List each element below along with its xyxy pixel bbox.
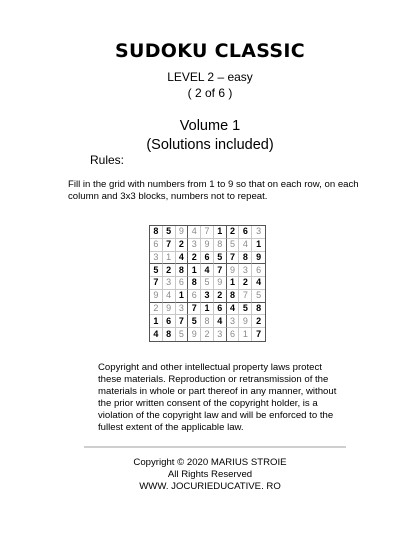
sudoku-cell-given: 1 [176, 290, 189, 303]
sudoku-cell-solution: 9 [150, 290, 163, 303]
sudoku-cell-solution: 3 [163, 277, 176, 290]
sudoku-cell-solution: 9 [201, 239, 214, 252]
level-label: LEVEL 2 – easy [167, 70, 253, 84]
sudoku-cell-given: 8 [150, 226, 163, 239]
sudoku-cell-given: 5 [188, 315, 201, 328]
sudoku-cell-given: 4 [176, 252, 189, 265]
sudoku-cell-solution: 3 [150, 252, 163, 265]
sudoku-cell-given: 8 [252, 303, 265, 316]
part-label: ( 2 of 6 ) [187, 86, 233, 100]
sudoku-cell-given: 7 [188, 303, 201, 316]
sudoku-cell-solution: 8 [201, 315, 214, 328]
sudoku-cell-solution: 3 [176, 303, 189, 316]
sudoku-cell-solution: 3 [252, 226, 265, 239]
sudoku-cell-given: 6 [201, 252, 214, 265]
sudoku-cell-given: 2 [239, 277, 252, 290]
sudoku-cell-solution: 6 [227, 328, 240, 341]
sudoku-cell-given: 2 [163, 264, 176, 277]
sudoku-cell-solution: 7 [201, 226, 214, 239]
sudoku-cell-given: 8 [163, 328, 176, 341]
sudoku-cell-solution: 2 [201, 328, 214, 341]
sudoku-cell-given: 2 [227, 226, 240, 239]
sudoku-cell-solution: 6 [188, 290, 201, 303]
sudoku-cell-solution: 6 [252, 264, 265, 277]
sudoku-cell-given: 2 [252, 315, 265, 328]
sudoku-cell-given: 1 [150, 315, 163, 328]
sudoku-cell-given: 1 [214, 226, 227, 239]
sudoku-cell-given: 1 [201, 303, 214, 316]
sudoku-cell-given: 1 [188, 264, 201, 277]
solutions-note: (Solutions included) [146, 137, 274, 153]
sudoku-grid [149, 225, 266, 342]
sudoku-cell-solution: 9 [239, 315, 252, 328]
rules-text: Fill in the grid with numbers from 1 to 9 so that on each row, on each column and 3x3 blocks, numbers not to repeat. [68, 179, 359, 202]
sudoku-cell-solution: 2 [150, 303, 163, 316]
sudoku-cell-solution: 9 [163, 303, 176, 316]
copyright-notice: Copyright and other intellectual property laws protect these materials. Reproduction or retransmission of the materials in whole or part thereof in any manner, without the prior written consent of the copyright holder, is a violation of the copyright law and will be enforced to the fullest extent of the applicable law. [98, 362, 337, 433]
sudoku-cell-given: 7 [150, 277, 163, 290]
sudoku-cell-solution: 1 [239, 328, 252, 341]
page-title: SUDOKU CLASSIC [115, 40, 305, 62]
sudoku-cell-solution: 1 [163, 252, 176, 265]
sudoku-cell-given: 5 [163, 226, 176, 239]
sudoku-cell-given: 7 [163, 239, 176, 252]
sudoku-cell-solution: 4 [163, 290, 176, 303]
sudoku-cell-given: 4 [150, 328, 163, 341]
sudoku-cell-solution: 9 [176, 226, 189, 239]
sudoku-cell-solution: 6 [150, 239, 163, 252]
sudoku-cell-given: 7 [227, 252, 240, 265]
sudoku-cell-given: 4 [252, 277, 265, 290]
rules-heading: Rules: [90, 153, 125, 167]
sudoku-cell-given: 8 [176, 264, 189, 277]
sudoku-cell-solution: 3 [214, 328, 227, 341]
sudoku-cell-solution: 5 [201, 277, 214, 290]
sudoku-cell-given: 7 [214, 264, 227, 277]
sudoku-cell-given: 5 [150, 264, 163, 277]
sudoku-cell-solution: 6 [176, 277, 189, 290]
sudoku-cell-solution: 3 [188, 239, 201, 252]
sudoku-cell-solution: 3 [227, 315, 240, 328]
sudoku-cell-given: 8 [227, 290, 240, 303]
sudoku-cell-given: 2 [214, 290, 227, 303]
footer-copyright: Copyright © 2020 MARIUS STROIE [133, 457, 287, 468]
sudoku-cell-given: 8 [239, 252, 252, 265]
sudoku-cell-solution: 7 [239, 290, 252, 303]
sudoku-cell-given: 1 [227, 277, 240, 290]
sudoku-cell-given: 9 [252, 252, 265, 265]
sudoku-cell-given: 6 [239, 226, 252, 239]
sudoku-cell-solution: 5 [227, 239, 240, 252]
sudoku-cell-solution: 5 [252, 290, 265, 303]
sudoku-cell-given: 6 [163, 315, 176, 328]
divider [84, 446, 346, 448]
sudoku-cell-given: 2 [188, 252, 201, 265]
sudoku-cell-solution: 3 [239, 264, 252, 277]
sudoku-cell-given: 4 [227, 303, 240, 316]
sudoku-cell-given: 5 [214, 252, 227, 265]
sudoku-cell-given: 8 [188, 277, 201, 290]
volume-label: Volume 1 [179, 118, 241, 134]
sudoku-cell-solution: 9 [214, 277, 227, 290]
sudoku-cell-given: 2 [176, 239, 189, 252]
sudoku-cell-solution: 4 [239, 239, 252, 252]
footer-rights: All Rights Reserved [167, 469, 253, 480]
sudoku-cell-given: 6 [214, 303, 227, 316]
sudoku-cell-given: 7 [256, 329, 262, 340]
sudoku-cell-given: 1 [252, 239, 265, 252]
sudoku-cell-given: 4 [201, 264, 214, 277]
sudoku-cell-given: 7 [176, 315, 189, 328]
sudoku-cell-given: 4 [214, 315, 227, 328]
sudoku-cell-solution: 8 [214, 239, 227, 252]
footer-website: WWW. JOCURIEDUCATIVE. RO [139, 481, 281, 492]
sudoku-cell-given: 5 [239, 303, 252, 316]
sudoku-cell-given: 3 [201, 290, 214, 303]
sudoku-cell-solution: 5 [176, 328, 189, 341]
sudoku-cell-solution: 9 [188, 328, 201, 341]
sudoku-cell-solution: 4 [188, 226, 201, 239]
sudoku-cell-solution: 9 [227, 264, 240, 277]
